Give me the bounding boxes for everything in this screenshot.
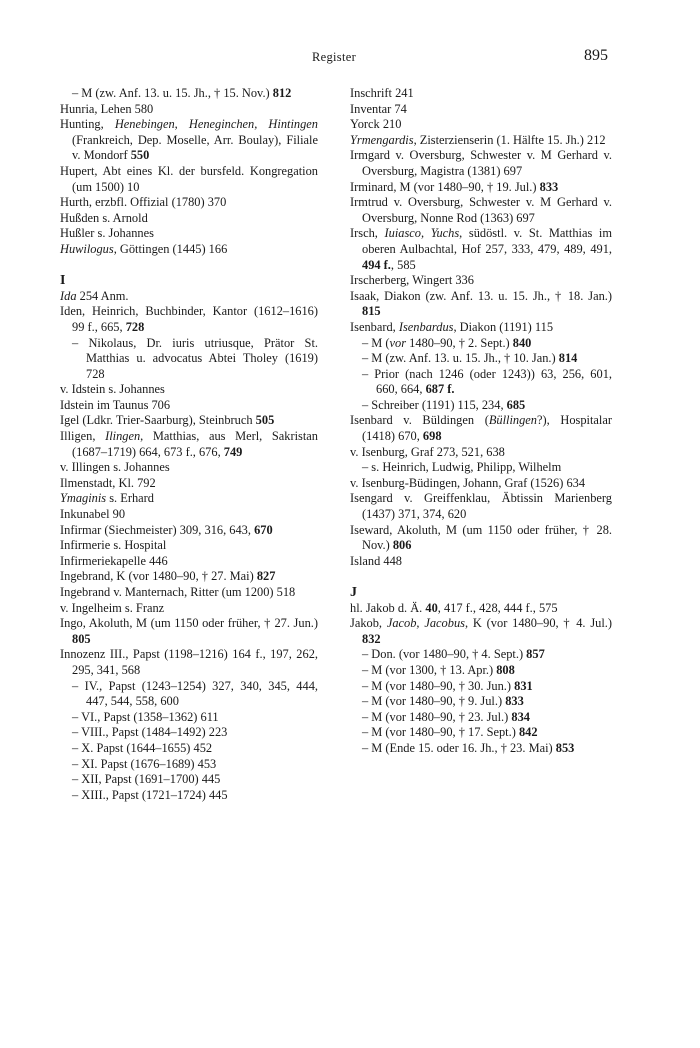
index-entry	[350, 148, 612, 179]
variant-name: Jacob, Jacobus	[386, 616, 465, 631]
variant-name: Yrmengardis	[350, 132, 414, 147]
entry-text: , 585	[390, 257, 416, 272]
variant-name: Huwilogus	[60, 241, 114, 256]
page-reference-bold: 749	[223, 444, 243, 459]
entry-text: Hurth, erzbfl. Offizial (1780) 370	[60, 195, 227, 210]
entry-text: (Frankreich, Dep. Moselle, Arr. Boulay), Filiale v. Mondorf	[72, 132, 318, 163]
index-entry	[60, 242, 318, 258]
index-entry	[350, 554, 612, 570]
entry-text: Inschrift 241	[350, 86, 414, 100]
entry-text: v. Idstein s. Johannes	[60, 382, 165, 397]
entry-text: Schreiber (1191) 115, 234,	[371, 397, 507, 412]
page-reference-bold: 670	[254, 522, 273, 537]
index-subentry: – M (Ende 15. oder 16. Jh., † 23. Mai) 853	[362, 740, 575, 755]
index-entry	[60, 460, 318, 476]
entry-text: , Göttingen (1445) 166	[113, 241, 228, 256]
section-letter: I	[60, 273, 66, 289]
page-reference-bold: 808	[496, 662, 515, 677]
page-reference-bold: 728	[125, 319, 145, 334]
entry-text: Hunting,	[60, 117, 115, 132]
entry-text: Nikolaus, Dr. iuris utriusque, Prätor St. Matthias u. advocatus Abtei Tholey (1619) 728	[86, 335, 318, 381]
index-subentry: – X. Papst (1644–1655) 452	[72, 740, 213, 755]
entry-text: M (vor 1480–90, † 23. Jul.)	[371, 709, 512, 724]
page-reference-bold: 685	[506, 397, 526, 412]
entry-text: Ingebrand, K (vor 1480–90, † 27. Mai)	[60, 569, 257, 584]
index-entry	[60, 117, 318, 164]
page-reference-bold: 853	[555, 740, 575, 755]
entry-text: Idstein im Taunus 706	[60, 397, 171, 412]
index-entry	[60, 289, 318, 305]
entry-text: Iseward, Akoluth, M (um 1150 oder früher, † 28. Nov.)	[350, 522, 612, 553]
index-entry	[350, 601, 612, 617]
index-entry	[60, 616, 318, 647]
entry-text: Illigen,	[60, 429, 106, 444]
entry-text: Hußler s. Johannes	[60, 226, 154, 241]
entry-text: Ingo, Akoluth, M (um 1150 oder früher, † 27. Jun.)	[60, 616, 318, 631]
page-reference-bold: 827	[256, 569, 276, 584]
page-reference-bold: 505	[255, 413, 275, 428]
index-entry	[60, 226, 318, 242]
right-column	[350, 86, 612, 757]
index-entry	[350, 491, 612, 522]
entry-text: Irminard, M (vor 1480–90, † 19. Jul.)	[350, 179, 540, 194]
index-entry	[350, 86, 612, 102]
index-subentry: – M (vor 1480–90, † 17. Sept.) 842	[362, 725, 538, 740]
index-entry	[350, 616, 612, 647]
page-reference-bold: 698	[422, 429, 442, 444]
index-entry	[60, 601, 318, 617]
index-entry	[60, 476, 318, 492]
index-entry	[350, 117, 612, 133]
index-entry	[350, 226, 612, 273]
entry-text: s. Heinrich, Ludwig, Philipp, Wilhelm	[371, 460, 562, 475]
index-entry	[60, 304, 318, 335]
index-subentry: – M (zw. Anf. 13. u. 15. Jh., † 10. Jan.) 814	[362, 351, 578, 366]
index-subentry: – M (vor 1480–90, † 2. Sept.) 840	[362, 335, 532, 350]
index-subentry: – XII, Papst (1691–1700) 445	[72, 772, 221, 787]
entry-text: v. Ingelheim s. Franz	[60, 600, 165, 615]
left-column	[60, 86, 318, 803]
entry-text: v. Isenburg, Graf 273, 521, 638	[350, 444, 505, 459]
index-entry	[350, 445, 612, 461]
entry-text: Igel (Ldkr. Trier-Saarburg), Steinbruch	[60, 413, 256, 428]
entry-text: Iden, Heinrich, Buchbinder, Kantor (1612–1616) 99 f., 665,	[60, 304, 318, 334]
page-reference-bold: 550	[130, 148, 150, 163]
entry-text: Isengard v. Greiffenklau, Äbtissin Marienberg (1437) 371, 374, 620	[350, 491, 612, 522]
page-header	[60, 47, 608, 70]
page-reference-bold: 831	[514, 678, 533, 693]
variant-name: Iuiasco, Yuchs	[384, 226, 460, 241]
entry-text: M (vor 1300, † 13. Apr.)	[371, 662, 497, 677]
entry-text: Jakob,	[350, 616, 387, 631]
entry-text: Inventar 74	[350, 101, 407, 116]
index-entry	[350, 523, 612, 554]
entry-text: M (vor 1480–90, † 9. Jul.)	[371, 694, 506, 709]
index-subentry: – M (vor 1480–90, † 23. Jul.) 834	[362, 709, 530, 724]
entry-text: Innozenz III., Papst (1198–1216) 164 f., 197, 262, 295, 341, 568	[60, 647, 318, 677]
index-entry	[60, 569, 318, 585]
section-letter: J	[350, 585, 357, 600]
entry-text: X. Papst (1644–1655) 452	[81, 740, 213, 755]
index-entry	[60, 102, 318, 118]
entry-text: Hupert, Abt eines Kl. der bursfeld. Kongregation (um 1500) 10	[60, 163, 318, 194]
entry-text: 1480–90, † 2. Sept.)	[406, 335, 513, 350]
variant-name: vor	[389, 335, 407, 350]
entry-text: v. Illingen s. Johannes	[60, 460, 170, 475]
page-number: 895	[584, 47, 608, 64]
entry-text: XII, Papst (1691–1700) 445	[81, 772, 221, 787]
page-reference-bold: 833	[539, 179, 559, 194]
entry-text: Isenbard v. Büldingen (	[350, 413, 489, 428]
entry-text: Isenbard,	[350, 319, 399, 334]
page-reference-bold: 833	[505, 694, 524, 709]
index-entry	[60, 398, 318, 414]
index-subentry: – M (vor 1300, † 13. Apr.) 808	[362, 662, 515, 677]
index-entry	[60, 195, 318, 211]
index-entry	[350, 476, 612, 492]
entry-text: Irscherberg, Wingert 336	[350, 273, 474, 288]
entry-text: ?), Hospitalar (1418) 670,	[362, 413, 612, 444]
entry-text: Island 448	[350, 553, 402, 568]
running-title: Register	[311, 50, 357, 64]
index-entry	[60, 647, 318, 678]
index-entry	[60, 507, 318, 523]
index-subentry: – VI., Papst (1358–1362) 611	[72, 709, 219, 724]
variant-name: Henebingen, Heneginchen, Hintingen	[114, 117, 318, 132]
index-subentry: – IV., Papst (1243–1254) 327, 340, 345, 444, 447, 544, 558, 600	[72, 678, 318, 709]
entry-text: IV., Papst (1243–1254) 327, 340, 345, 444, 447, 544, 558, 600	[84, 678, 318, 709]
entry-text: XIII., Papst (1721–1724) 445	[81, 787, 228, 802]
index-entry	[350, 289, 612, 320]
entry-text: Hunria, Lehen 580	[60, 101, 154, 116]
entry-text: , Matthias, aus Merl, Sakristan (1687–1719) 664, 673 f., 676,	[72, 429, 318, 459]
variant-name: Isenbardus	[398, 319, 454, 334]
variant-name: Büllingen	[488, 413, 538, 428]
variant-name: Ilingen	[105, 429, 141, 444]
entry-text: Irmgard v. Oversburg, Schwester v. M Gerhard v. Oversburg, Magistra (1381) 697	[350, 148, 612, 178]
section-gap	[350, 569, 612, 585]
variant-name: Ida	[60, 288, 77, 303]
entry-text: Infirmeriekapelle 446	[60, 553, 168, 568]
entry-text: Infirmerie s. Hospital	[60, 538, 167, 553]
index-entry	[60, 538, 318, 554]
entry-text: Ingebrand v. Manternach, Ritter (um 1200) 518	[60, 585, 296, 599]
index-subentry: – Prior (nach 1246 (oder 1243)) 63, 256, 601, 660, 664, 687 f.	[362, 366, 612, 397]
entry-text: Isaak, Diakon (zw. Anf. 13. u. 15. Jh., † 18. Jan.)	[350, 288, 612, 303]
index-entry	[60, 585, 318, 601]
index-entry	[60, 211, 318, 227]
entry-text: 254 Anm.	[76, 288, 129, 303]
page-reference-bold: 814	[558, 351, 578, 366]
entry-text: M (vor 1480–90, † 17. Sept.)	[371, 725, 519, 740]
index-subentry: – Don. (vor 1480–90, † 4. Sept.) 857	[362, 647, 545, 662]
entry-text: hl. Jakob d. Ä.	[350, 600, 426, 615]
index-entry	[350, 320, 612, 336]
index-entry	[60, 164, 318, 195]
page-reference-bold: 857	[526, 647, 545, 662]
entry-text: Hußden s. Arnold	[60, 210, 148, 225]
entry-text: s. Erhard	[106, 491, 154, 506]
index-entry	[60, 413, 318, 429]
entry-text: XI. Papst (1676–1689) 453	[81, 756, 217, 771]
page-reference-bold: 834	[511, 709, 530, 724]
entry-text: v. Isenburg-Büdingen, Johann, Graf (1526) 634	[350, 475, 586, 490]
index-entry	[60, 429, 318, 460]
entry-text: M (	[371, 335, 390, 350]
index-entry	[60, 382, 318, 398]
page-reference-bold: 40	[425, 600, 438, 615]
index-entry	[350, 195, 612, 226]
entry-text: , 417 f., 428, 444 f., 575	[437, 600, 558, 615]
page-reference-bold: 815	[362, 304, 381, 319]
page-reference-bold: 842	[518, 725, 538, 740]
entry-text: M (zw. Anf. 13. u. 15. Jh., † 15. Nov.)	[81, 86, 273, 100]
entry-text: Irsch,	[350, 226, 385, 241]
page-reference-bold: 832	[362, 631, 381, 646]
page-reference-bold: 840	[512, 335, 532, 350]
entry-text: Ilmenstadt, Kl. 792	[60, 475, 156, 490]
index-subentry: – s. Heinrich, Ludwig, Philipp, Wilhelm	[362, 460, 562, 475]
index-subentry: – XIII., Papst (1721–1724) 445	[72, 787, 228, 802]
index-subentry: – M (vor 1480–90, † 30. Jun.) 831	[362, 678, 533, 693]
section-gap	[60, 258, 318, 274]
index-entry	[350, 133, 612, 149]
entry-text: Don. (vor 1480–90, † 4. Sept.)	[371, 647, 527, 662]
entry-text: M (vor 1480–90, † 30. Jun.)	[371, 678, 515, 693]
entry-text: , südöstl. v. St. Matthias im oberen Aulbachtal, Hof 257, 333, 479, 489, 491,	[362, 226, 612, 256]
index-entry	[60, 554, 318, 570]
entry-text: VI., Papst (1358–1362) 611	[81, 709, 219, 724]
index-subentry: – VIII., Papst (1484–1492) 223	[72, 725, 228, 740]
page-reference-bold: 812	[272, 86, 292, 100]
index-subentry: – Schreiber (1191) 115, 234, 685	[362, 397, 526, 412]
entry-text: Prior (nach 1246 (oder 1243)) 63, 256, 601, 660, 664,	[374, 366, 612, 397]
index-subentry: – M (zw. Anf. 13. u. 15. Jh., † 15. Nov.) 812	[72, 86, 292, 100]
page-reference-bold: 805	[72, 631, 91, 646]
index-subentry: – Nikolaus, Dr. iuris utriusque, Prätor St. Matthias u. advocatus Abtei Tholey (1619) 728	[72, 335, 318, 381]
index-entry	[350, 180, 612, 196]
index-subentry: – M (vor 1480–90, † 9. Jul.) 833	[362, 694, 524, 709]
entry-text: Inkunabel 90	[60, 507, 126, 522]
index-entry	[350, 413, 612, 444]
entry-text: , Zisterzienserin (1. Hälfte 15. Jh.) 212	[413, 132, 606, 147]
page-reference-bold: 494 f.	[362, 257, 391, 272]
index-entry	[350, 102, 612, 118]
page-reference-bold: 687 f.	[425, 382, 455, 397]
page-reference-bold: 806	[392, 538, 412, 553]
entry-text: , Diakon (1191) 115	[453, 319, 554, 334]
index-entry	[60, 523, 318, 539]
index-entry	[60, 491, 318, 507]
entry-text: M (zw. Anf. 13. u. 15. Jh., † 10. Jan.)	[371, 351, 559, 366]
variant-name: Ymaginis	[60, 491, 107, 506]
entry-text: Yorck 210	[350, 117, 402, 132]
entry-text: Infirmar (Siechmeister) 309, 316, 643,	[60, 522, 255, 537]
index-subentry: – XI. Papst (1676–1689) 453	[72, 756, 217, 771]
entry-text: , K (vor 1480–90, † 4. Jul.)	[464, 616, 612, 631]
index-entry	[350, 273, 612, 289]
entry-text: VIII., Papst (1484–1492) 223	[81, 725, 228, 740]
entry-text: M (Ende 15. oder 16. Jh., † 23. Mai)	[371, 740, 556, 755]
entry-text: Irmtrud v. Oversburg, Schwester v. M Gerhard v. Oversburg, Nonne Rod (1363) 697	[350, 195, 612, 225]
